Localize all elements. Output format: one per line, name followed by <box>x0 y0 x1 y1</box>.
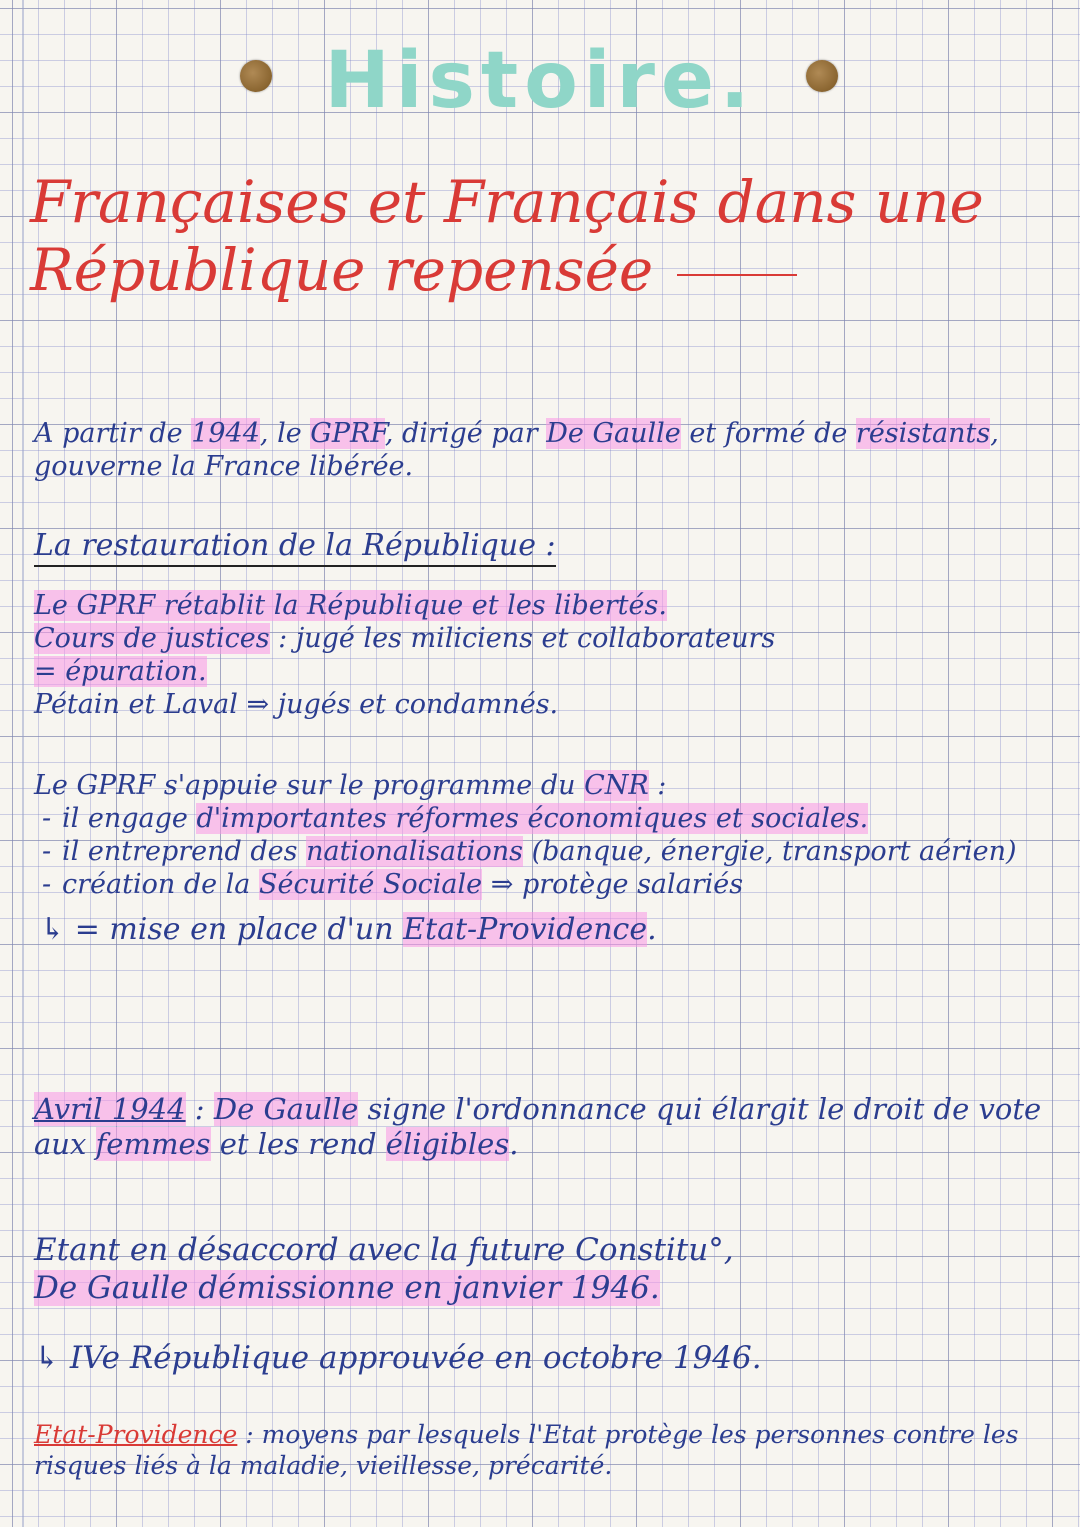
bullet-1-a: il engage <box>62 802 197 834</box>
result-text-c: . <box>647 911 657 947</box>
intro-degaulle: De Gaulle <box>546 418 681 449</box>
bullet-2-a: il entreprend des <box>62 835 307 867</box>
margin-line <box>22 0 24 1527</box>
vote-text-1: : <box>185 1092 214 1126</box>
juges-condamnes: ⇒ jugés et condamnés. <box>237 688 559 720</box>
bullet-2-b: nationalisations <box>306 835 524 867</box>
result-text-a: = mise en place d'un <box>74 911 404 947</box>
bullet-1-b: d'importantes réformes économiques et sociales. <box>196 802 869 834</box>
etat-providence-result <box>34 912 1054 949</box>
intro-gprf: GPRF <box>310 418 385 449</box>
list-item <box>62 869 1054 902</box>
bullet-3-a: création de la <box>62 868 259 900</box>
page-title: Histoire. <box>324 36 756 126</box>
vote-text-3: et les rend <box>210 1127 386 1162</box>
list-item <box>62 803 1054 836</box>
intro-text-2: , le <box>259 418 311 449</box>
intro-year: 1944 <box>191 418 260 449</box>
definition-paragraph <box>34 1420 1054 1481</box>
cnr-list <box>34 803 1054 902</box>
fourth-republic-text: IVe République approuvée en octobre 1946. <box>69 1340 762 1376</box>
section-title: La restauration de la République : <box>34 528 556 567</box>
intro-paragraph <box>34 418 1054 484</box>
bullet-2-c: (banque, énergie, transport aérien) <box>523 835 1017 867</box>
vote-eligibles: éligibles <box>385 1127 510 1162</box>
resignation-paragraph <box>34 1232 1054 1308</box>
subtitle-text: Françaises et Français dans une République repensée <box>30 168 984 305</box>
lesson-subtitle <box>30 168 1030 305</box>
epuration-text: = épuration. <box>34 655 207 687</box>
definition-text: : moyens par lesquels l'Etat protège les personnes contre les risques liés à la maladie, vieillesse, précarité. <box>34 1420 1019 1480</box>
cours-de-justice: Cours de justices <box>34 622 270 654</box>
resignation-degaulle: De Gaulle <box>34 1269 189 1306</box>
restoration-paragraph <box>34 590 1054 722</box>
cnr-paragraph <box>34 770 1054 948</box>
cnr-intro: Le GPRF s'appuie sur le programme du <box>34 770 585 801</box>
vote-paragraph <box>34 1092 1054 1163</box>
intro-text-4: et formé de <box>680 418 856 449</box>
cnr-colon: : <box>648 770 667 801</box>
intro-text-5: , gouverne la France libérée. <box>34 418 999 482</box>
intro-text-3: , dirigé par <box>384 418 547 449</box>
vote-degaulle: De Gaulle <box>213 1092 359 1126</box>
petain-laval: Pétain et Laval <box>34 688 238 720</box>
bullet-3-c: ⇒ protège salariés <box>482 868 744 900</box>
intro-resistants: résistants <box>855 418 991 449</box>
vote-text-4: . <box>509 1127 519 1162</box>
intro-text-1: A partir de <box>34 418 192 449</box>
vote-text-2: signe l'ordonnance qui élargit le droit de vote aux <box>34 1092 1042 1162</box>
subtitle-dash <box>677 274 797 276</box>
fourth-republic-arrow-icon: ↳ <box>34 1340 60 1376</box>
vote-date: Avril 1944 <box>34 1092 186 1126</box>
bullet-3-b: Sécurité Sociale <box>258 868 483 900</box>
resignation-text-1: Etant en désaccord avec la future Constitu°, <box>34 1232 734 1268</box>
cnr-label: CNR <box>584 770 649 801</box>
vote-femmes: femmes <box>95 1127 211 1162</box>
result-arrow-icon: ↳ <box>40 911 66 947</box>
definition-term: Etat-Providence <box>34 1420 238 1449</box>
fourth-republic-line <box>34 1340 1054 1378</box>
restoration-line-2: : jugé les miliciens et collaborateurs <box>269 622 776 654</box>
restoration-line-1: Le GPRF rétablit la République et les libertés. <box>34 590 667 621</box>
list-item <box>62 836 1054 869</box>
resignation-text-2: démissionne en janvier 1946. <box>188 1269 660 1306</box>
result-text-b: Etat-Providence <box>403 911 648 947</box>
